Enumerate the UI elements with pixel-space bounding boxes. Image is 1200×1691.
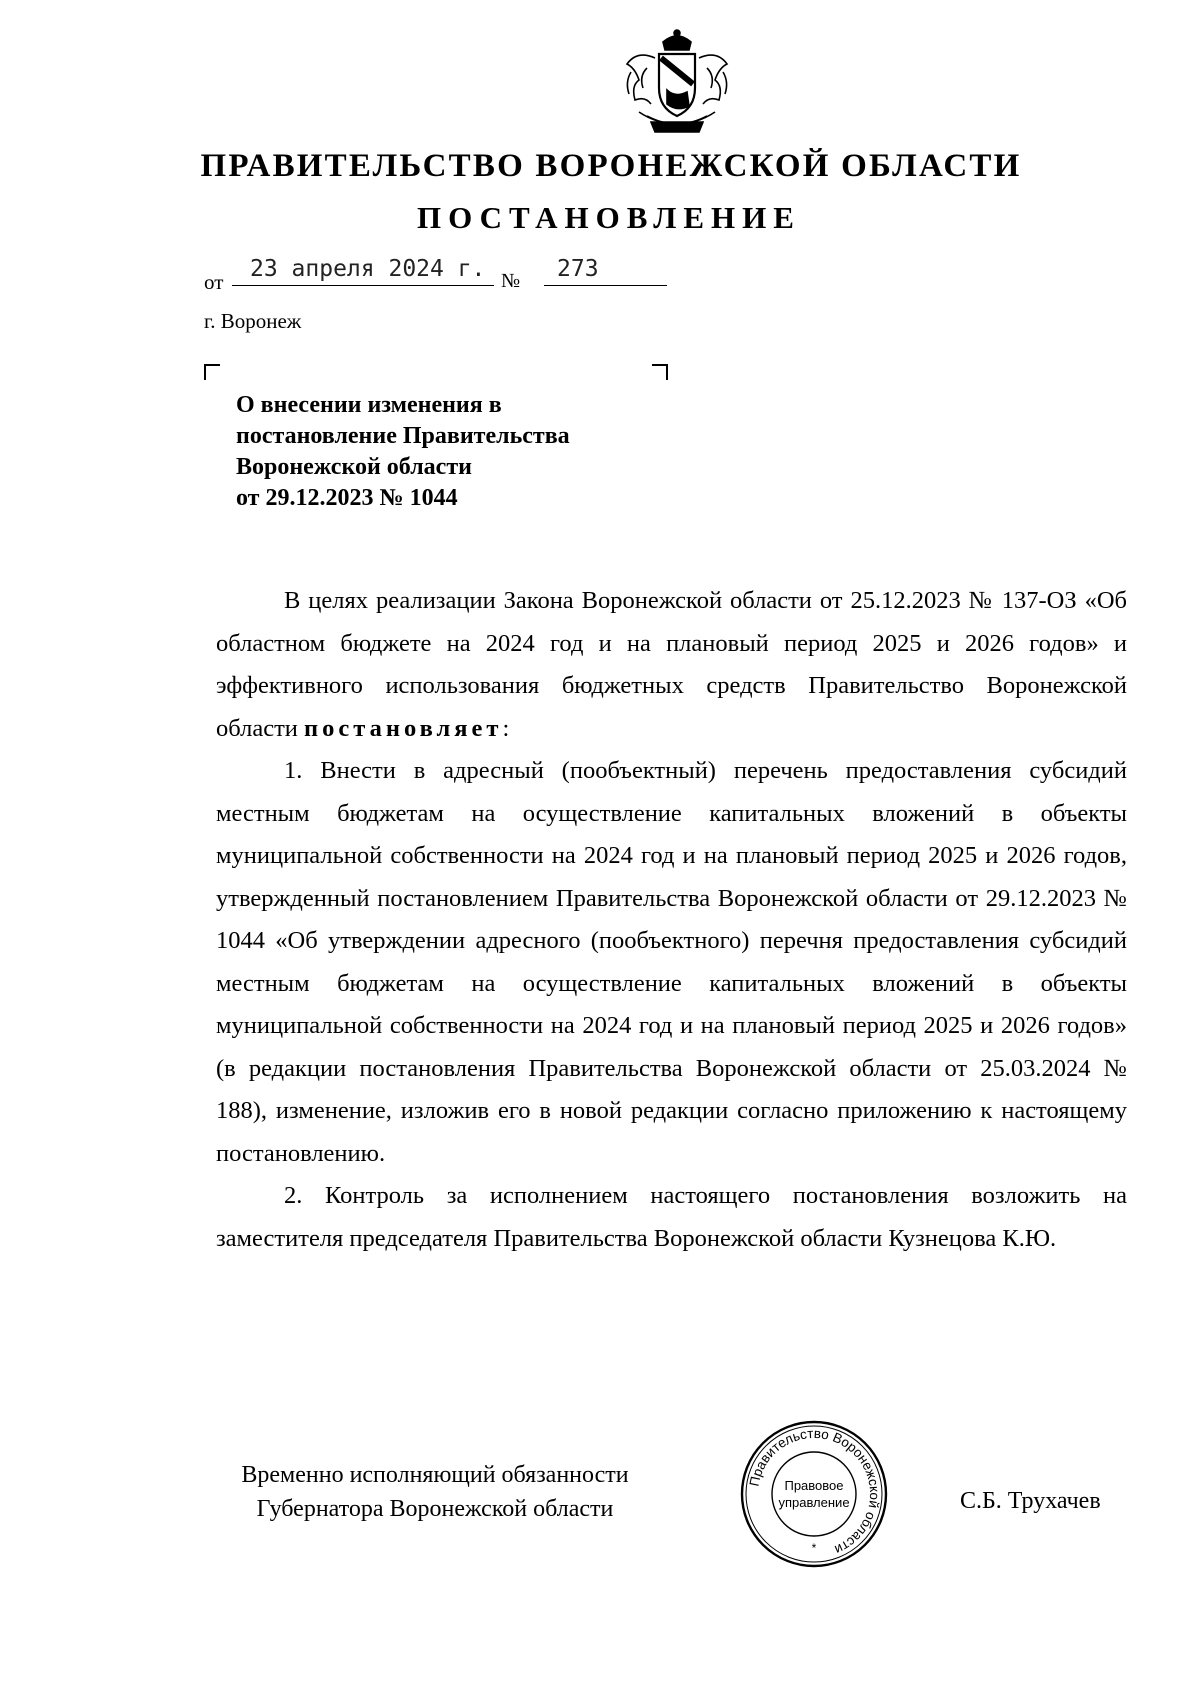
- document-type: ПОСТАНОВЛЕНИЕ: [417, 200, 801, 235]
- stamp-seal: [738, 1418, 890, 1570]
- resolves-colon: :: [502, 714, 510, 742]
- signatory-name: С.Б. Трухачев: [960, 1488, 1101, 1514]
- item-1-paragraph: 1. Внести в адресный (пообъектный) перечень предоставления субсидий местным бюджетам на осуществление капитальных вложений в объекты муниципальной собственности на 2024 год и на плановый период 2025 и 2026 годов, утвержденный постановлением Правительства Воронежской области от 29.12.2023 № 1044 «Об утверждении адресного (пообъектного) перечня предоставления субсидий местным бюджетам на осуществление капитальных вложений в объекты муниципальной собственности на 2024 год и на плановый период 2025 и 2026 годов» (в редакции постановления Правительства Воронежской области от 25.03.2024 № 188), изменение, изложив его в новой редакции согласно приложению к настоящему постановлению.: [216, 757, 1127, 1167]
- corner-mark-right: [652, 364, 668, 380]
- signatory-position: [212, 1458, 658, 1526]
- stamp-inner-line: управление: [778, 1495, 850, 1510]
- subject-line: от 29.12.2023 № 1044: [236, 485, 458, 511]
- number-label: №: [501, 270, 521, 292]
- corner-mark-left: [204, 364, 220, 380]
- coat-of-arms-icon: [617, 28, 737, 138]
- number-value: 273: [557, 256, 599, 282]
- city: г. Воронеж: [204, 309, 302, 333]
- stamp-star: *: [811, 1541, 817, 1555]
- date-underline: [232, 285, 494, 286]
- subject-line: постановление Правительства: [236, 423, 570, 449]
- subject-line: Воронежской области: [236, 454, 472, 480]
- document-subject: [236, 390, 676, 514]
- date-from-label: от: [204, 270, 224, 294]
- item-2-paragraph: 2. Контроль за исполнением настоящего постановления возложить на заместителя председателя Правительства Воронежской области Кузнецова К.Ю.: [216, 1182, 1127, 1252]
- position-line: Временно исполняющий обязанности: [241, 1462, 629, 1488]
- stamp-inner-line: Правовое: [784, 1478, 844, 1493]
- preamble-text: В целях реализации Закона Воронежской области от 25.12.2023 № 137-ОЗ «Об областном бюджете на 2024 год и на плановый период 2025 и 2026 годов» и эффективного использования бюджетных средств Правительство Воронежской области: [216, 587, 1127, 742]
- subject-line: О внесении изменения в: [236, 392, 502, 418]
- date-value: 23 апреля 2024 г.: [250, 256, 486, 282]
- document-body: [216, 580, 1127, 1260]
- date-number-line: [204, 256, 684, 296]
- position-line: Губернатора Воронежской области: [256, 1496, 614, 1522]
- resolves-word: постановляет: [304, 714, 503, 742]
- government-title: ПРАВИТЕЛЬСТВО ВОРОНЕЖСКОЙ ОБЛАСТИ: [200, 148, 1022, 184]
- preamble-paragraph: [216, 580, 1127, 750]
- number-underline: [544, 285, 667, 286]
- stamp-outer-text: Правительство Воронежской области: [746, 1425, 883, 1558]
